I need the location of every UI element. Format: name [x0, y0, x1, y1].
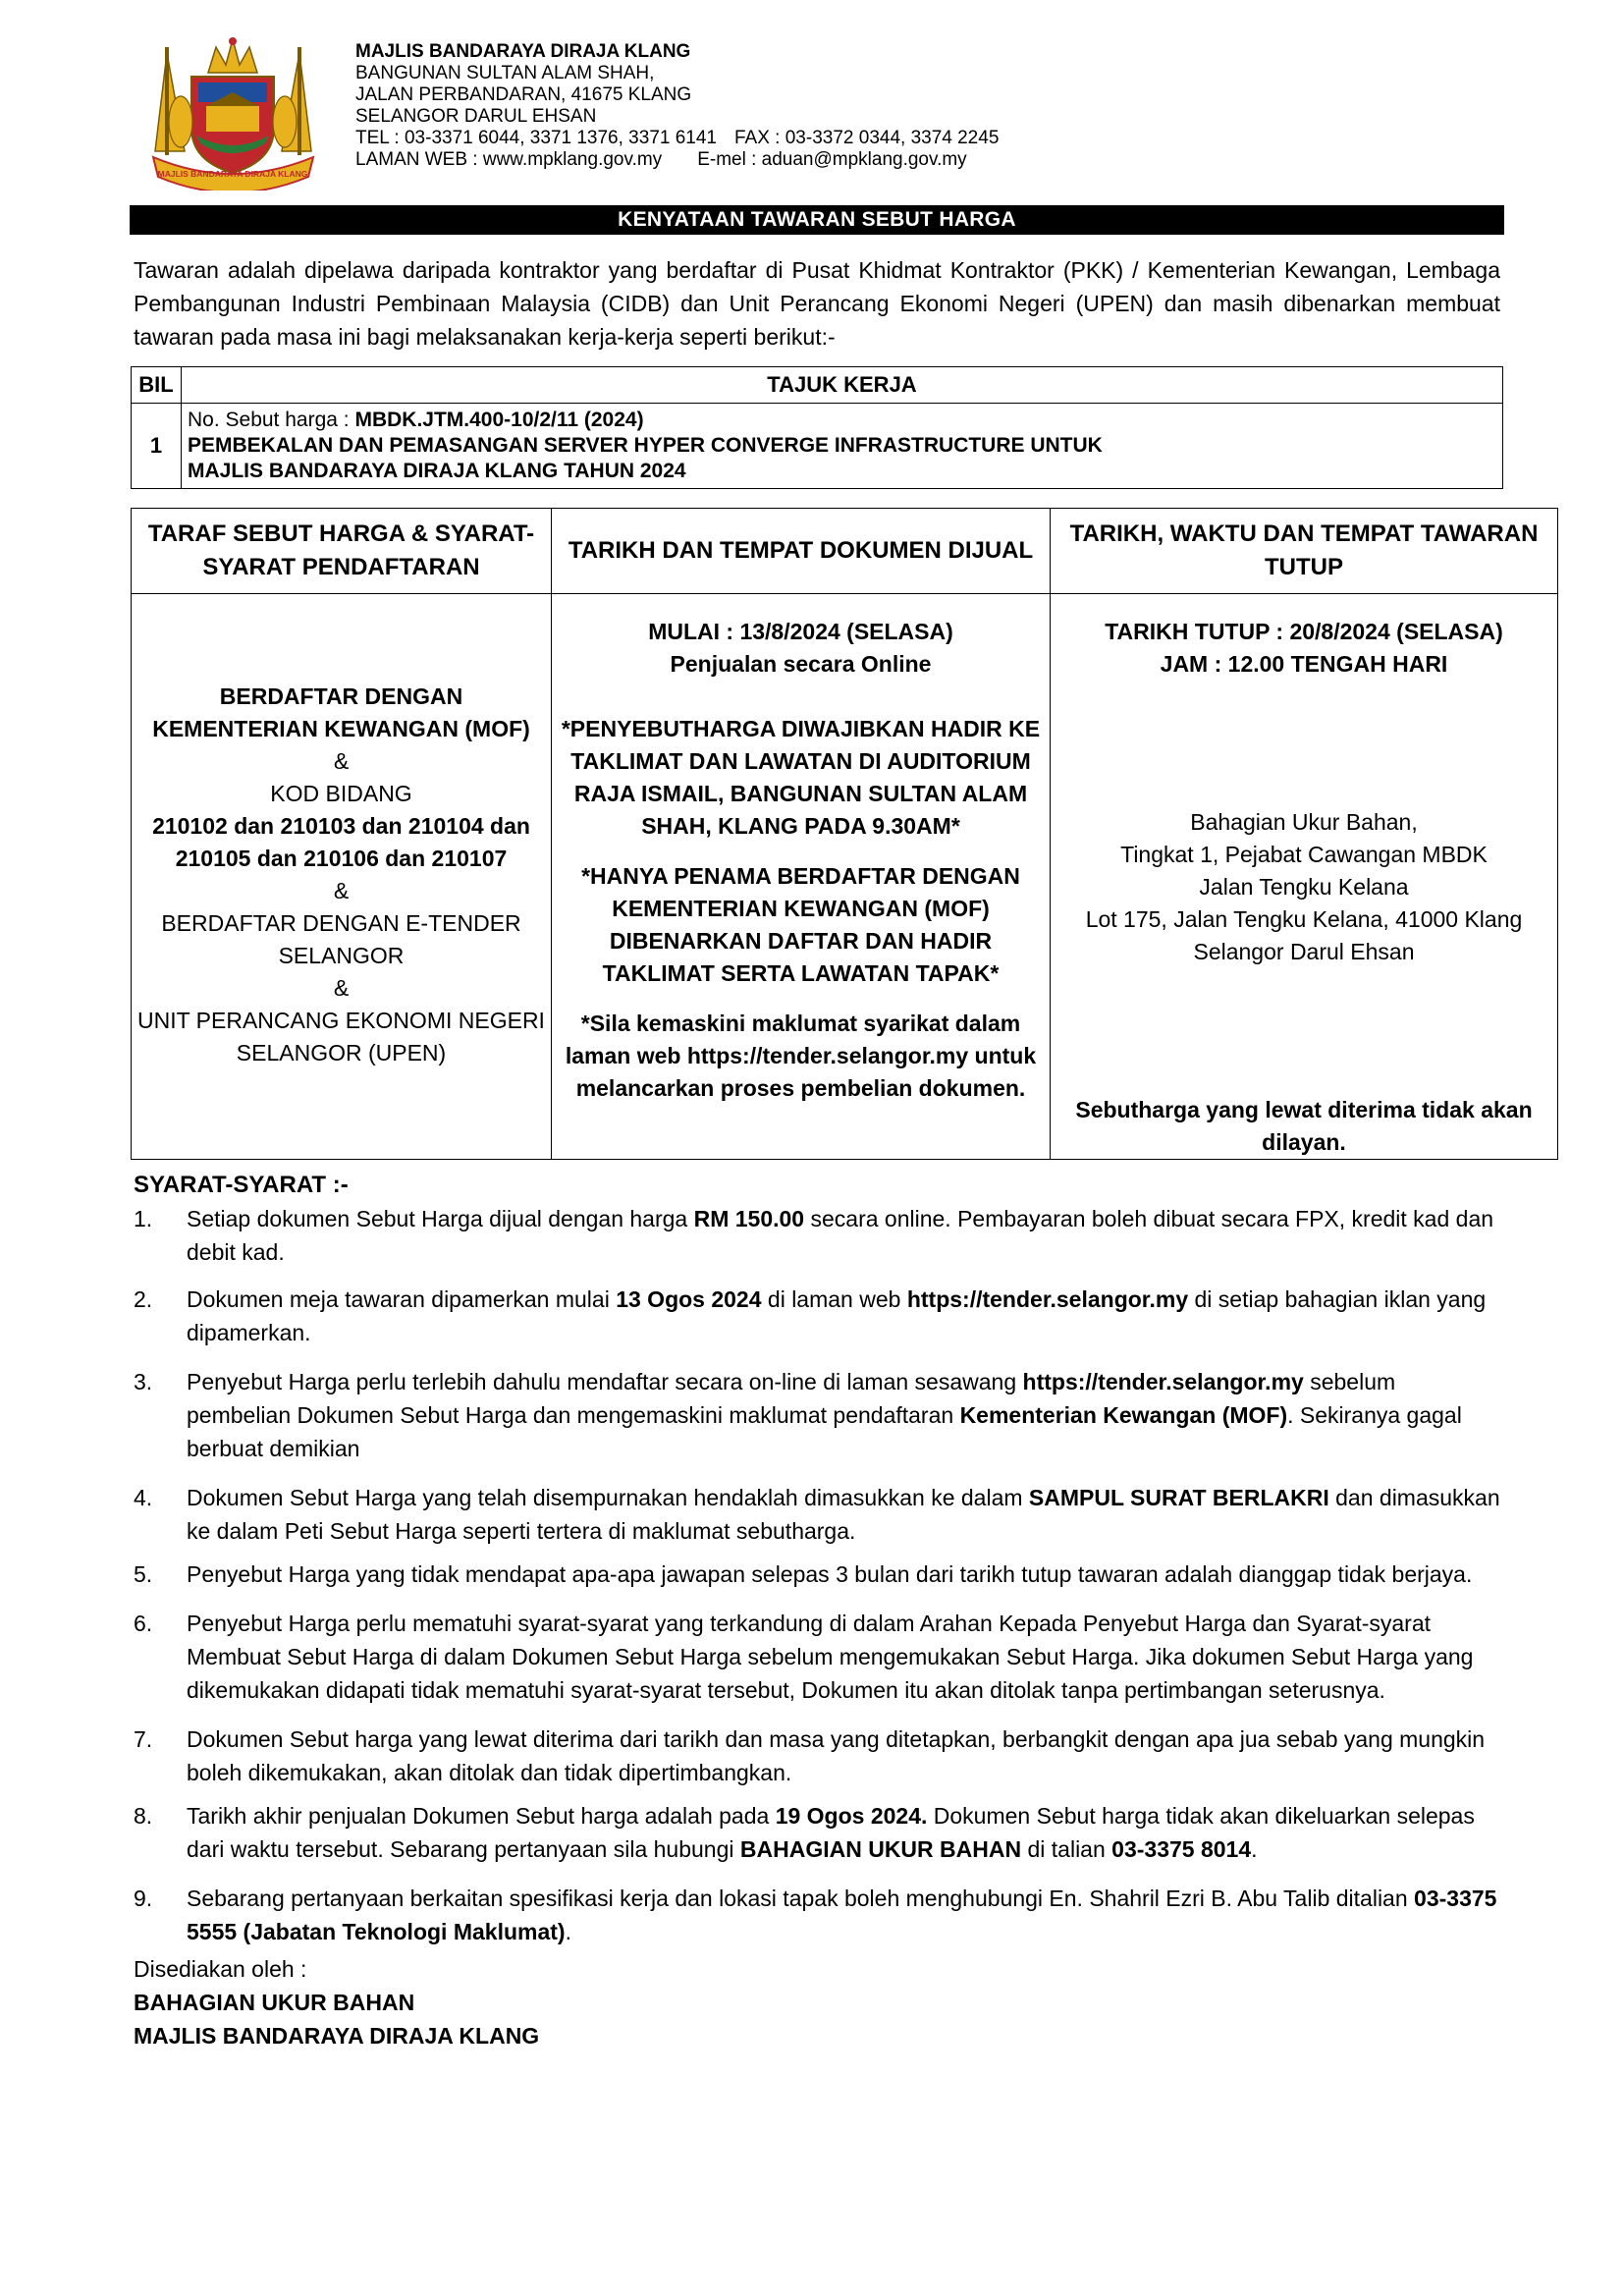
- info-table: [131, 508, 1558, 1160]
- prepared-by-label: Disediakan oleh :: [134, 1956, 307, 1982]
- late-notice: Sebutharga yang lewat diterima tidak akan dilayan.: [1075, 1097, 1533, 1155]
- prepared-dept: BAHAGIAN UKUR BAHAN: [134, 1990, 415, 2015]
- condition-text: sebelum pembelian Dokumen Sebut Harga dan mengemaskini maklumat pendaftaran: [187, 1369, 1396, 1428]
- phone-fax-line: [355, 128, 999, 149]
- list-item: [134, 1481, 1500, 1548]
- closing-place-4: Lot 175, Jalan Tengku Kelana, 41000 Klang: [1085, 906, 1523, 932]
- tel-text: TEL : 03-3371 6044, 3371 1376, 3371 6141: [355, 128, 717, 148]
- info-table-header-row: [132, 509, 1558, 594]
- bil-value: 1: [132, 404, 182, 489]
- closing-place-2: Tingkat 1, Pejabat Cawangan MBDK: [1120, 842, 1488, 867]
- condition-text: di laman web: [761, 1286, 907, 1312]
- price-text: RM 150.00: [693, 1206, 805, 1231]
- condition-text: secara online. Pembayaran boleh dibuat secara FPX, kredit kad dan debit kad.: [187, 1206, 1494, 1265]
- list-item: [134, 1799, 1500, 1866]
- condition-text: Dokumen meja tawaran dipamerkan mulai: [187, 1286, 617, 1312]
- sale-date-header: TARIKH DAN TEMPAT DOKUMEN DIJUAL: [552, 509, 1051, 594]
- web-email-line: [355, 149, 999, 171]
- condition-text: Penyebut Harga perlu terlebih dahulu mendaftar secara on-line di laman sesawang: [187, 1369, 1023, 1394]
- intro-paragraph: Tawaran adalah dipelawa daripada kontraktor yang berdaftar di Pusat Khidmat Kontraktor (PKK) / Kementerian Kewangan, Lembaga Pembangunan Industri Pembinaan Malaysia (CIDB) dan Unit Perancang Ekonomi Negeri (UPEN) dan masih dibenarkan membuat tawaran pada masa ini bagi melaksanakan kerja-kerja seperti berikut:-: [134, 257, 1500, 350]
- phone-number: 03-3375 8014: [1111, 1836, 1252, 1862]
- reg-mof: BERDAFTAR DENGAN KEMENTERIAN KEWANGAN (MOF): [152, 683, 530, 741]
- ref-number: MBDK.JTM.400-10/2/11 (2024): [354, 409, 644, 431]
- sale-cell: [552, 594, 1051, 1160]
- closing-cell: [1051, 594, 1558, 1160]
- ampersand: &: [333, 878, 350, 903]
- registration-cell: [132, 594, 552, 1160]
- briefing-note: *PENYEBUTHARGA DIWAJIBKAN HADIR KE TAKLIMAT DAN LAWATAN DI AUDITORIUM RAJA ISMAIL, BANGUNAN SULTAN ALAM SHAH, KLANG PADA 9.30AM*: [561, 716, 1041, 839]
- closing-time: JAM : 12.00 TENGAH HARI: [1160, 651, 1448, 677]
- tender-url[interactable]: https://tender.selangor.my: [906, 1286, 1189, 1312]
- condition-text: . Sekiranya gagal berbuat demikian: [187, 1402, 1462, 1461]
- list-item: [134, 1365, 1500, 1465]
- condition-text: dan dimasukkan ke dalam Peti Sebut Harga seperti tertera di maklumat sebutharga.: [187, 1485, 1500, 1544]
- item-number: 3.: [134, 1369, 153, 1394]
- item-number: 8.: [134, 1803, 153, 1829]
- condition-text: di setiap bahagian iklan yang dipamerkan.: [187, 1286, 1487, 1345]
- address-line-2: JALAN PERBANDARAN, 41675 KLANG: [355, 84, 692, 105]
- council-crest-logo: [147, 33, 319, 191]
- condition-text: Tarikh akhir penjualan Dokumen Sebut harga adalah pada: [187, 1803, 776, 1829]
- phone-number: 03-3375 5555 (Jabatan Teknologi Maklumat): [187, 1886, 1497, 1944]
- date-text: 13 Ogos 2024: [616, 1286, 762, 1312]
- mof-text: Kementerian Kewangan (MOF): [959, 1402, 1288, 1428]
- update-info-note: *Sila kemaskini maklumat syarikat dalam laman web https://tender.selangor.my untuk melancarkan proses pembelian dokumen.: [565, 1011, 1037, 1101]
- condition-text: Dokumen Sebut harga yang lewat diterima dari tarikh dan masa yang ditetapkan, berbangkit dengan apa jua sebab yang mungkin boleh dikemukakan, akan ditolak dan tidak dipertimbangkan.: [187, 1726, 1486, 1785]
- condition-text: di talian: [1021, 1836, 1112, 1862]
- condition-text: Penyebut Harga yang tidak mendapat apa-apa jawapan selepas 3 bulan dari tarikh tutup tawaran adalah dianggap tidak berjaya.: [187, 1561, 1473, 1587]
- work-title-line-2: MAJLIS BANDARAYA DIRAJA KLANG TAHUN 2024: [188, 460, 686, 482]
- list-item: [134, 1202, 1500, 1269]
- tender-url[interactable]: https://tender.selangor.my: [1022, 1369, 1304, 1394]
- item-number: 5.: [134, 1561, 153, 1587]
- item-number: 1.: [134, 1206, 153, 1231]
- conditions-title: SYARAT-SYARAT :-: [134, 1172, 349, 1198]
- item-number: 2.: [134, 1286, 153, 1312]
- sale-start-date: MULAI : 13/8/2024 (SELASA): [648, 619, 953, 644]
- closing-place-1: Bahagian Ukur Bahan,: [1190, 809, 1418, 835]
- list-item: [134, 1607, 1500, 1707]
- condition-text: Penyebut Harga perlu mematuhi syarat-syarat yang terkandung di dalam Arahan Kepada Penyebut Harga dan Syarat-syarat Membuat Sebut Harga di dalam Dokumen Sebut Harga sebelum mengemukakan Sebut Harga. Jika dokumen Sebut Harga yang dikemukakan didapati tidak mematuhi syarat-syarat tersebut, Dokumen itu akan ditolak tanpa pertimbangan seterusnya.: [187, 1611, 1474, 1703]
- condition-text: Dokumen Sebut harga tidak akan dikeluarkan selepas dari waktu tersebut. Sebarang pertanyaan sila hubungi: [187, 1803, 1475, 1862]
- work-table-header-row: [132, 367, 1503, 404]
- list-item: [134, 1283, 1500, 1349]
- ampersand: &: [333, 748, 350, 774]
- kod-bidang-values: 210102 dan 210103 dan 210104 dan 210105 dan 210106 dan 210107: [152, 813, 530, 871]
- email-text: E-mel : aduan@mpklang.gov.my: [697, 149, 967, 170]
- fax-text: FAX : 03-3372 0344, 3374 2245: [734, 128, 1000, 148]
- address-line-1: BANGUNAN SULTAN ALAM SHAH,: [355, 63, 655, 83]
- prepared-by-block: [134, 1952, 539, 2052]
- bil-header: BIL: [132, 367, 182, 404]
- sale-online: Penjualan secara Online: [670, 651, 932, 677]
- sealed-envelope-text: SAMPUL SURAT BERLAKRI: [1028, 1485, 1329, 1510]
- item-number: 9.: [134, 1886, 153, 1911]
- closing-place-3: Jalan Tengku Kelana: [1199, 874, 1409, 900]
- table-row: [132, 404, 1503, 489]
- item-number: 6.: [134, 1611, 153, 1636]
- condition-text: Sebarang pertanyaan berkaitan spesifikasi kerja dan lokasi tapak boleh menghubungi En. Shahril Ezri B. Abu Talib ditalian: [187, 1886, 1415, 1911]
- work-title-cell: [182, 404, 1503, 489]
- item-number: 4.: [134, 1485, 153, 1510]
- closing-date: TARIKH TUTUP : 20/8/2024 (SELASA): [1105, 619, 1503, 644]
- kod-bidang-label: KOD BIDANG: [270, 781, 412, 806]
- ref-label: No. Sebut harga :: [188, 409, 350, 431]
- closing-header: TARIKH, WAKTU DAN TEMPAT TAWARAN TUTUP: [1051, 509, 1558, 594]
- date-text: 19 Ogos 2024.: [775, 1803, 928, 1829]
- table-row: [132, 594, 1558, 1160]
- work-title-line-1: PEMBEKALAN DAN PEMASANGAN SERVER HYPER CONVERGE INFRASTRUCTURE UNTUK: [188, 434, 1103, 457]
- prepared-org: MAJLIS BANDARAYA DIRAJA KLANG: [134, 2023, 540, 2049]
- list-item: [134, 1558, 1500, 1591]
- work-table: [131, 366, 1503, 489]
- item-number: 7.: [134, 1726, 153, 1752]
- address-line-3: SELANGOR DARUL EHSAN: [355, 106, 597, 127]
- condition-text: .: [565, 1919, 571, 1944]
- ampersand: &: [333, 975, 350, 1001]
- website-text: LAMAN WEB : www.mpklang.gov.my: [355, 149, 663, 170]
- list-item: [134, 1882, 1500, 1948]
- condition-text: .: [1251, 1836, 1258, 1862]
- notice-title: KENYATAAN TAWARAN SEBUT HARGA: [130, 205, 1504, 235]
- reg-etender: BERDAFTAR DENGAN E-TENDER SELANGOR: [161, 910, 521, 968]
- org-contact-block: [355, 41, 999, 171]
- mof-only-note: *HANYA PENAMA BERDAFTAR DENGAN KEMENTERIAN KEWANGAN (MOF) DIBENARKAN DAFTAR DAN HADIR TAKLIMAT SERTA LAWATAN TAPAK*: [581, 863, 1020, 986]
- crest-ribbon-text: MAJLIS BANDARAYA DIRAJA KLANG: [157, 169, 308, 179]
- closing-place-5: Selangor Darul Ehsan: [1193, 939, 1415, 964]
- org-name: MAJLIS BANDARAYA DIRAJA KLANG: [355, 41, 691, 62]
- tajuk-header: TAJUK KERJA: [182, 367, 1503, 404]
- department-text: BAHAGIAN UKUR BAHAN: [739, 1836, 1022, 1862]
- condition-text: Dokumen Sebut Harga yang telah disempurnakan hendaklah dimasukkan ke dalam: [187, 1485, 1029, 1510]
- list-item: [134, 1722, 1500, 1789]
- registration-header: TARAF SEBUT HARGA & SYARAT-SYARAT PENDAFTARAN: [132, 509, 552, 594]
- letterhead: [147, 33, 1502, 191]
- condition-text: Setiap dokumen Sebut Harga dijual dengan harga: [187, 1206, 694, 1231]
- conditions-list: [134, 1202, 1500, 1948]
- reg-upen: UNIT PERANCANG EKONOMI NEGERI SELANGOR (UPEN): [137, 1008, 545, 1066]
